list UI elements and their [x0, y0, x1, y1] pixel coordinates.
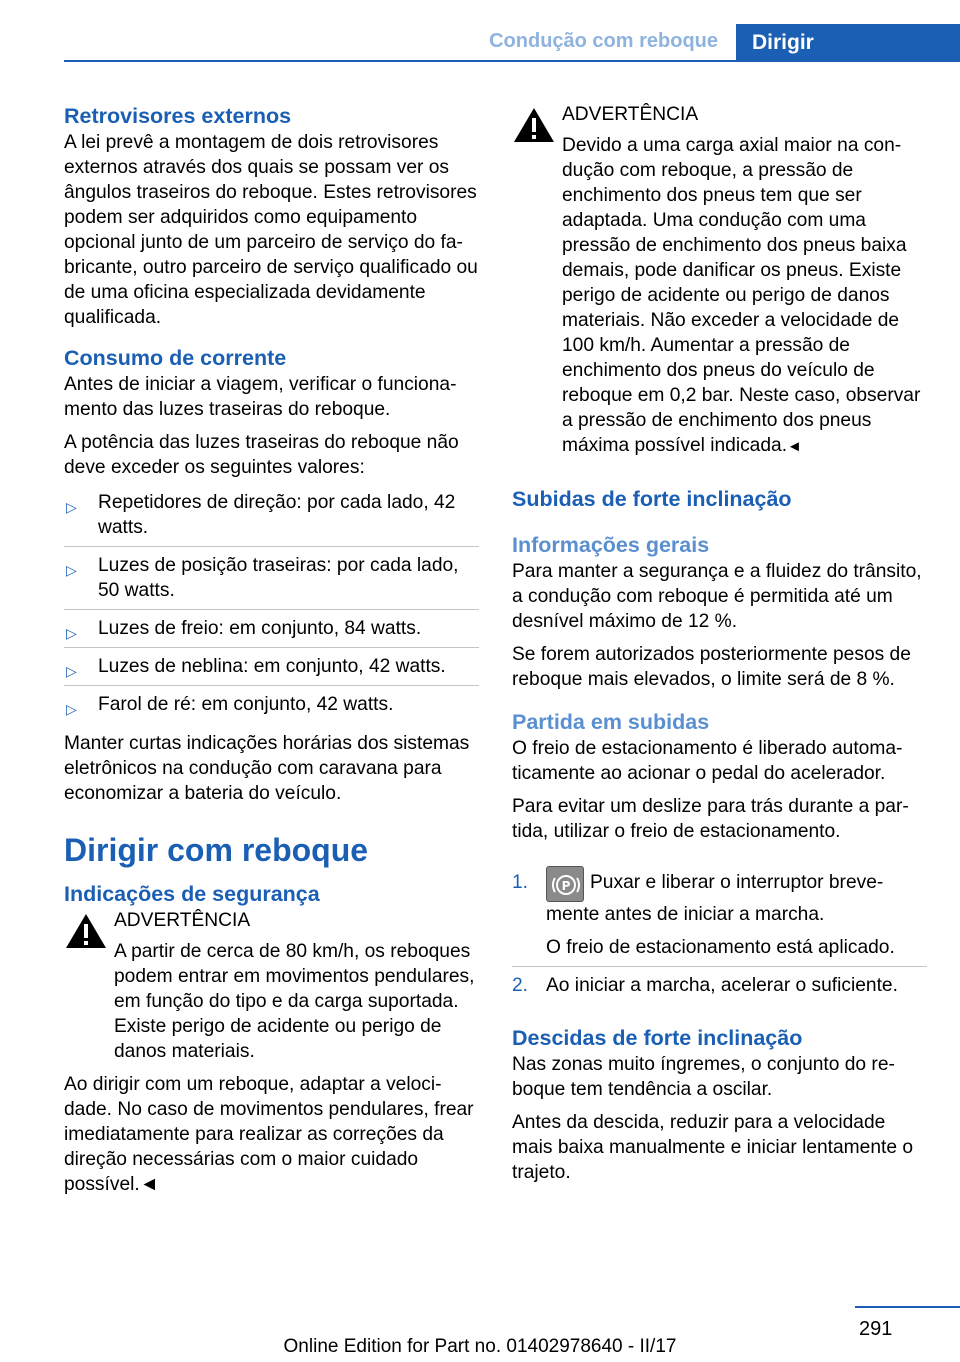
list-item [64, 488, 479, 546]
heading-consumo: Consumo de corrente [64, 346, 287, 370]
paragraph-consumo-2: A potência das luzes traseiras do reboque não deve exceder os seguintes valores: [64, 432, 459, 478]
warning-label: ADVERTÊNCIA [562, 104, 699, 125]
heading-descidas: Descidas de forte inclinação [512, 1026, 803, 1050]
right-column [512, 102, 927, 1193]
warning-text: A partir de cerca de 80 km/h, os reboques podem entrar em movimentos pendulares, em função do tipo e da carga suportada. Existe perigo de acidente ou perigo de danos materiais. [114, 941, 475, 1062]
heading-partida: Partida em subidas [512, 710, 710, 734]
list-item-text: Luzes de freio: em conjunto, 84 watts. [98, 618, 422, 639]
heading-retrovisores: Retrovisores externos [64, 104, 292, 128]
heading-informacoes: Informações gerais [512, 533, 710, 557]
warning-block [64, 908, 479, 1064]
list-item [64, 647, 479, 685]
left-column [64, 102, 479, 1205]
paragraph-descidas-2: Antes da descida, reduzir para a velocidade mais baixa manualmente e iniciar lentamente o trajeto. [512, 1112, 914, 1183]
step-text: Puxar e liberar o interruptor brevemente antes de iniciar a marcha. [546, 872, 884, 925]
header-section-title: Condução com reboque [489, 30, 718, 52]
warning-label: ADVERTÊNCIA [114, 910, 251, 931]
list-item [64, 609, 479, 647]
paragraph-consumo-1: Antes de iniciar a viagem, verificar o funcionamento das luzes traseiras do reboque. [64, 374, 457, 420]
list-item-text: Farol de ré: em conjunto, 42 watts. [98, 694, 394, 715]
triangle-bullet-icon: ▷ [66, 562, 77, 578]
bullet-list-lights [64, 488, 479, 723]
triangle-bullet-icon: ▷ [66, 701, 77, 717]
warning-triangle-icon [512, 106, 556, 144]
warning-block [512, 102, 927, 459]
list-item-text: Luzes de neblina: em conjunto, 42 watts. [98, 656, 446, 677]
list-item-text: Luzes de posição traseiras: por cada lado, 50 watts. [98, 555, 459, 601]
triangle-bullet-icon: ▷ [66, 663, 77, 679]
footer-edition-text: Online Edition for Part no. 01402978640 - II/17 [283, 1336, 677, 1357]
list-item [64, 685, 479, 723]
heading-subidas: Subidas de forte inclinação [512, 487, 792, 511]
chapter-heading-dirigir: Dirigir com reboque [64, 832, 369, 868]
paragraph-info-1: Para manter a segurança e a fluidez do trânsito, a condução com reboque é permitida até um desnível máximo de 12 %. [512, 561, 922, 632]
warning-triangle-icon [64, 912, 108, 950]
page-number: 291 [859, 1318, 893, 1340]
step-number: 2. [512, 975, 529, 996]
end-mark-icon: ◄ [139, 1174, 159, 1195]
paragraph-manter: Manter curtas indicações horárias dos sistemas eletrônicos na condução com caravana para economizar a bateria do veículo. [64, 733, 470, 804]
parking-brake-icon [546, 866, 584, 902]
page-number-rule [855, 1306, 960, 1308]
header-chapter-tab: Dirigir [736, 24, 960, 62]
paragraph-retrovisores: A lei prevê a montagem de dois retrovisores externos através dos quais se possam ver os ângulos traseiros do reboque. Estes retrovisores podem ser adquiridos como equipamento opcional junto de um parceiro de serviço do fabricante, outro parceiro de serviço qualificado ou de uma oficina especializada devidamente qualificada. [64, 132, 478, 328]
list-item [64, 546, 479, 609]
paragraph-partida-2: Para evitar um deslize para trás durante a partida, utilizar o freio de estacionamento. [512, 796, 909, 842]
step-subtext: O freio de estacionamento está aplicado. [546, 937, 895, 958]
svg-text:P: P [561, 879, 571, 893]
triangle-bullet-icon: ▷ [66, 499, 77, 515]
paragraph-descidas-1: Nas zonas muito íngremes, o conjunto do reboque tem tendência a oscilar. [512, 1054, 895, 1100]
list-item [512, 864, 927, 966]
warning-text-continued: Ao dirigir com um reboque, adaptar a velocidade. No caso de movimentos pendulares, frear imediatamente para realizar as correções da direção necessárias com o maior cuidado possível.◄ [64, 1074, 474, 1195]
step-text: Ao iniciar a marcha, acelerar o suficiente. [546, 975, 898, 996]
list-item [512, 966, 927, 1004]
step-number: 1. [512, 872, 529, 893]
paragraph-partida-1: O freio de estacionamento é liberado automaticamente ao acionar o pedal do acelerador. [512, 738, 903, 784]
end-mark-icon: ◄ [787, 438, 802, 455]
heading-seguranca: Indicações de segurança [64, 882, 320, 906]
header-rule [64, 60, 960, 62]
warning-text: Devido a uma carga axial maior na condução com reboque, a pressão de enchimento dos pneus tem que ser adaptada. Uma condução com uma pressão de enchimento dos pneus baixa demais, pode danificar os pneus. Existe perigo de acidente ou perigo de danos materiais. Não exceder a velocidade de 100 km/h. Aumentar a pressão de enchimento dos pneus do veículo de reboque em 0,2 bar. Neste caso, observar a pressão de enchimento dos pneus máxima possível indicada.◄ [562, 135, 921, 456]
numbered-steps [512, 864, 927, 1004]
paragraph-info-2: Se forem autorizados posteriormente pesos de reboque mais elevados, o limite será de 8 %. [512, 644, 911, 690]
triangle-bullet-icon: ▷ [66, 625, 77, 641]
list-item-text: Repetidores de direção: por cada lado, 42 watts. [98, 492, 456, 538]
